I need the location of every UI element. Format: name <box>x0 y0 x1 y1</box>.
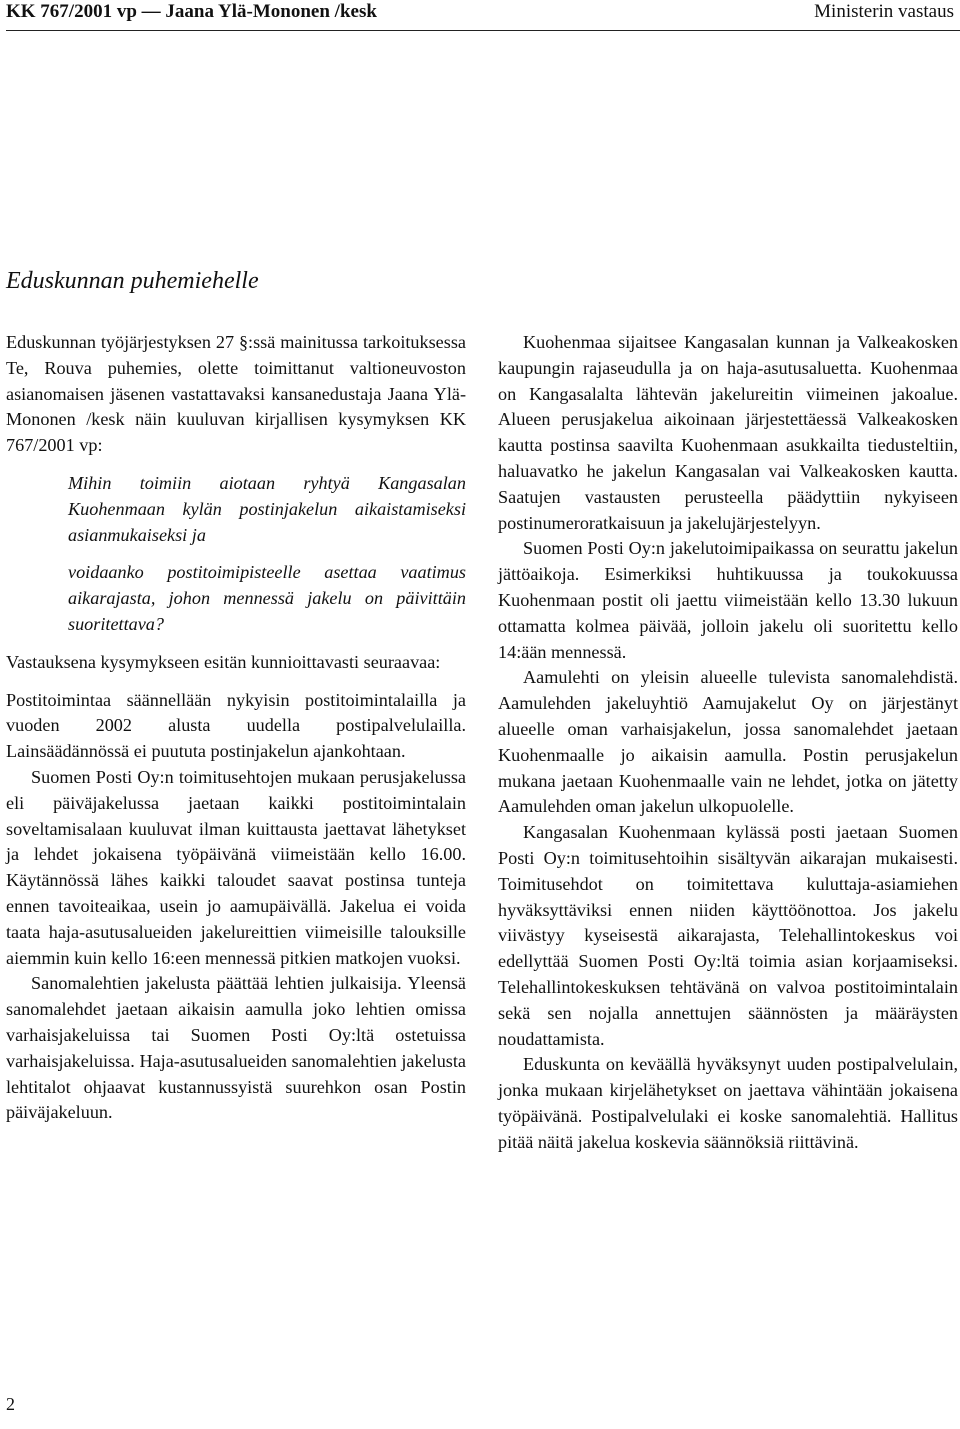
header-document-id: KK 767/2001 vp — Jaana Ylä-Mononen /kesk <box>6 1 377 22</box>
answer-paragraph-5: Suomen Posti Oy:n jakelutoimipaikassa on seurattu jakelun jättöaikoja. Esimerkiksi huhtikuussa ja toukokuussa Kuohenmaan postit oli jaettu viimeistään kello 13.30 lukuun ottamatta kolmea päivää, jolloin jakelu oli suoritettu kello 14:ään mennessä. <box>498 538 958 662</box>
page-heading: Eduskunnan puhemiehelle <box>6 268 259 294</box>
answer-paragraph-8: Eduskunta on keväällä hyväksynyt uuden postipalvelulain, jonka mukaan kirjelähetykset on jaettava vähintään jokaisena työpäivänä. Postipalvelulaki ei koske sanomalehtiä. Hallitus pitää näitä jakelua koskevia säännöksiä riittävinä. <box>498 1054 958 1152</box>
intro-paragraph: Eduskunnan työjärjestyksen 27 §:ssä mainitussa tarkoituksessa Te, Rouva puhemies, olette toimittanut valtioneuvoston asianomaisen jäsenen vastattavaksi kansanedustaja Jaana Ylä-Mononen /kesk näin kuuluvan kirjallisen kysymyksen KK 767/2001 vp: <box>6 332 466 456</box>
page-number: 2 <box>6 1394 15 1414</box>
left-column <box>6 330 466 1126</box>
question-part-1: Mihin toimiin aiotaan ryhtyä Kangasalan Kuohenmaan kylän postinjakelun aikaistamiseksi asianmukaiseksi ja <box>68 472 466 545</box>
header-section-title: Ministerin vastaus <box>814 1 954 22</box>
answer-paragraph-6: Aamulehti on yleisin alueelle tulevista sanomalehdistä. Aamulehden jakeluyhtiö Aamujakelut Oy on järjestänyt alueelle oman varhaisjakelun, jossa sanomalehdet jaetaan Kuohenmaalle jo aikaisin aamulla. Postin perusjakelun mukana jaetaan Kuohenmaalle vain ne lehdet, jotka on jätetty Aamulehden oman jakelun ulkopuolelle. <box>498 667 958 817</box>
answer-paragraph-4: Kuohenmaa sijaitsee Kangasalan kunnan ja Valkeakosken kaupungin rajaseudulla ja on haja-asutusaluetta. Kuohenmaa on Kangasalalta lähtevän jakelureitin viimeinen jakoalue. Alueen perusjakelua aikoinaan järjestettäessä Valkeakosken kautta postinsa saavilta Kuohenmaan asukkailta tiedusteltiin, haluavatko he jakelun Kangasalan vai Valkeakosken kautta. Saatujen vastausten perusteella päädyttiin nykyiseen postinumeroratkaisuun ja jakelujärjestelyyn. <box>498 332 958 533</box>
answer-intro: Vastauksena kysymykseen esitän kunnioittavasti seuraavaa: <box>6 651 441 672</box>
running-header <box>6 0 960 31</box>
question-part-2: voidaanko postitoimipisteelle asettaa vaatimus aikarajasta, johon mennessä jakelu on päivittäin suoritettava? <box>68 562 466 634</box>
answer-paragraph-2: Suomen Posti Oy:n toimitusehtojen mukaan perusjakelussa eli päiväjakelussa jaetaan kaikki postitoimintalain soveltamisalaan kuuluvat ilman kuittausta jaettavat lähetykset ja lehdet jokaisena työpäivänä viimeistään kello 16.00. Käytännössä lähes kaikki taloudet saavat postinsa tunteja ennen tavoiteaikaa, usein jo aamupäivällä. Jakelua ei voida taata haja-asutusalueiden jakelureittien viimeisille talouksille aiemmin kuin kello 16:een mennessä pitkien matkojen vuoksi. <box>6 766 466 968</box>
answer-paragraph-3: Sanomalehtien jakelusta päättää lehtien julkaisija. Yleensä sanomalehdet jaetaan aikaisin aamulla joko lehtien omissa varhaisjakeluissa tai Suomen Posti Oy:ltä ostetuissa varhaisjakeluissa. Haja-asutusalueiden sanomalehtien jakelusta lehtitalot ohjaavat kustannussyistä suurehkon osan Postin päiväjakeluun. <box>6 973 466 1123</box>
right-column <box>498 330 958 1156</box>
answer-paragraph-7: Kangasalan Kuohenmaan kylässä posti jaetaan Suomen Posti Oy:n toimitusehtoihin sisältyvän aikarajan mukaisesti. Toimitusehdot on toimitettava kuluttaja-asiamiehen hyväksyttäviksi ennen niiden käyttöönottoa. Jos jakelu viivästyy kyseisestä aikarajasta, Telehallintokeskus voi edellyttää Suomen Posti Oy:ltä toimia asian korjaamiseksi. Telehallintokeskuksen tehtävänä on valvoa postitoimintalain sekä sen nojalla annettujen säännösten ja määräysten noudattamista. <box>498 822 958 1049</box>
answer-paragraph-1: Postitoimintaa säännellään nykyisin postitoimintalailla ja vuoden 2002 alusta uudella postipalvelulailla. Lainsäädännössä ei puututa postinjakelun ajankohtaan. <box>6 689 466 762</box>
